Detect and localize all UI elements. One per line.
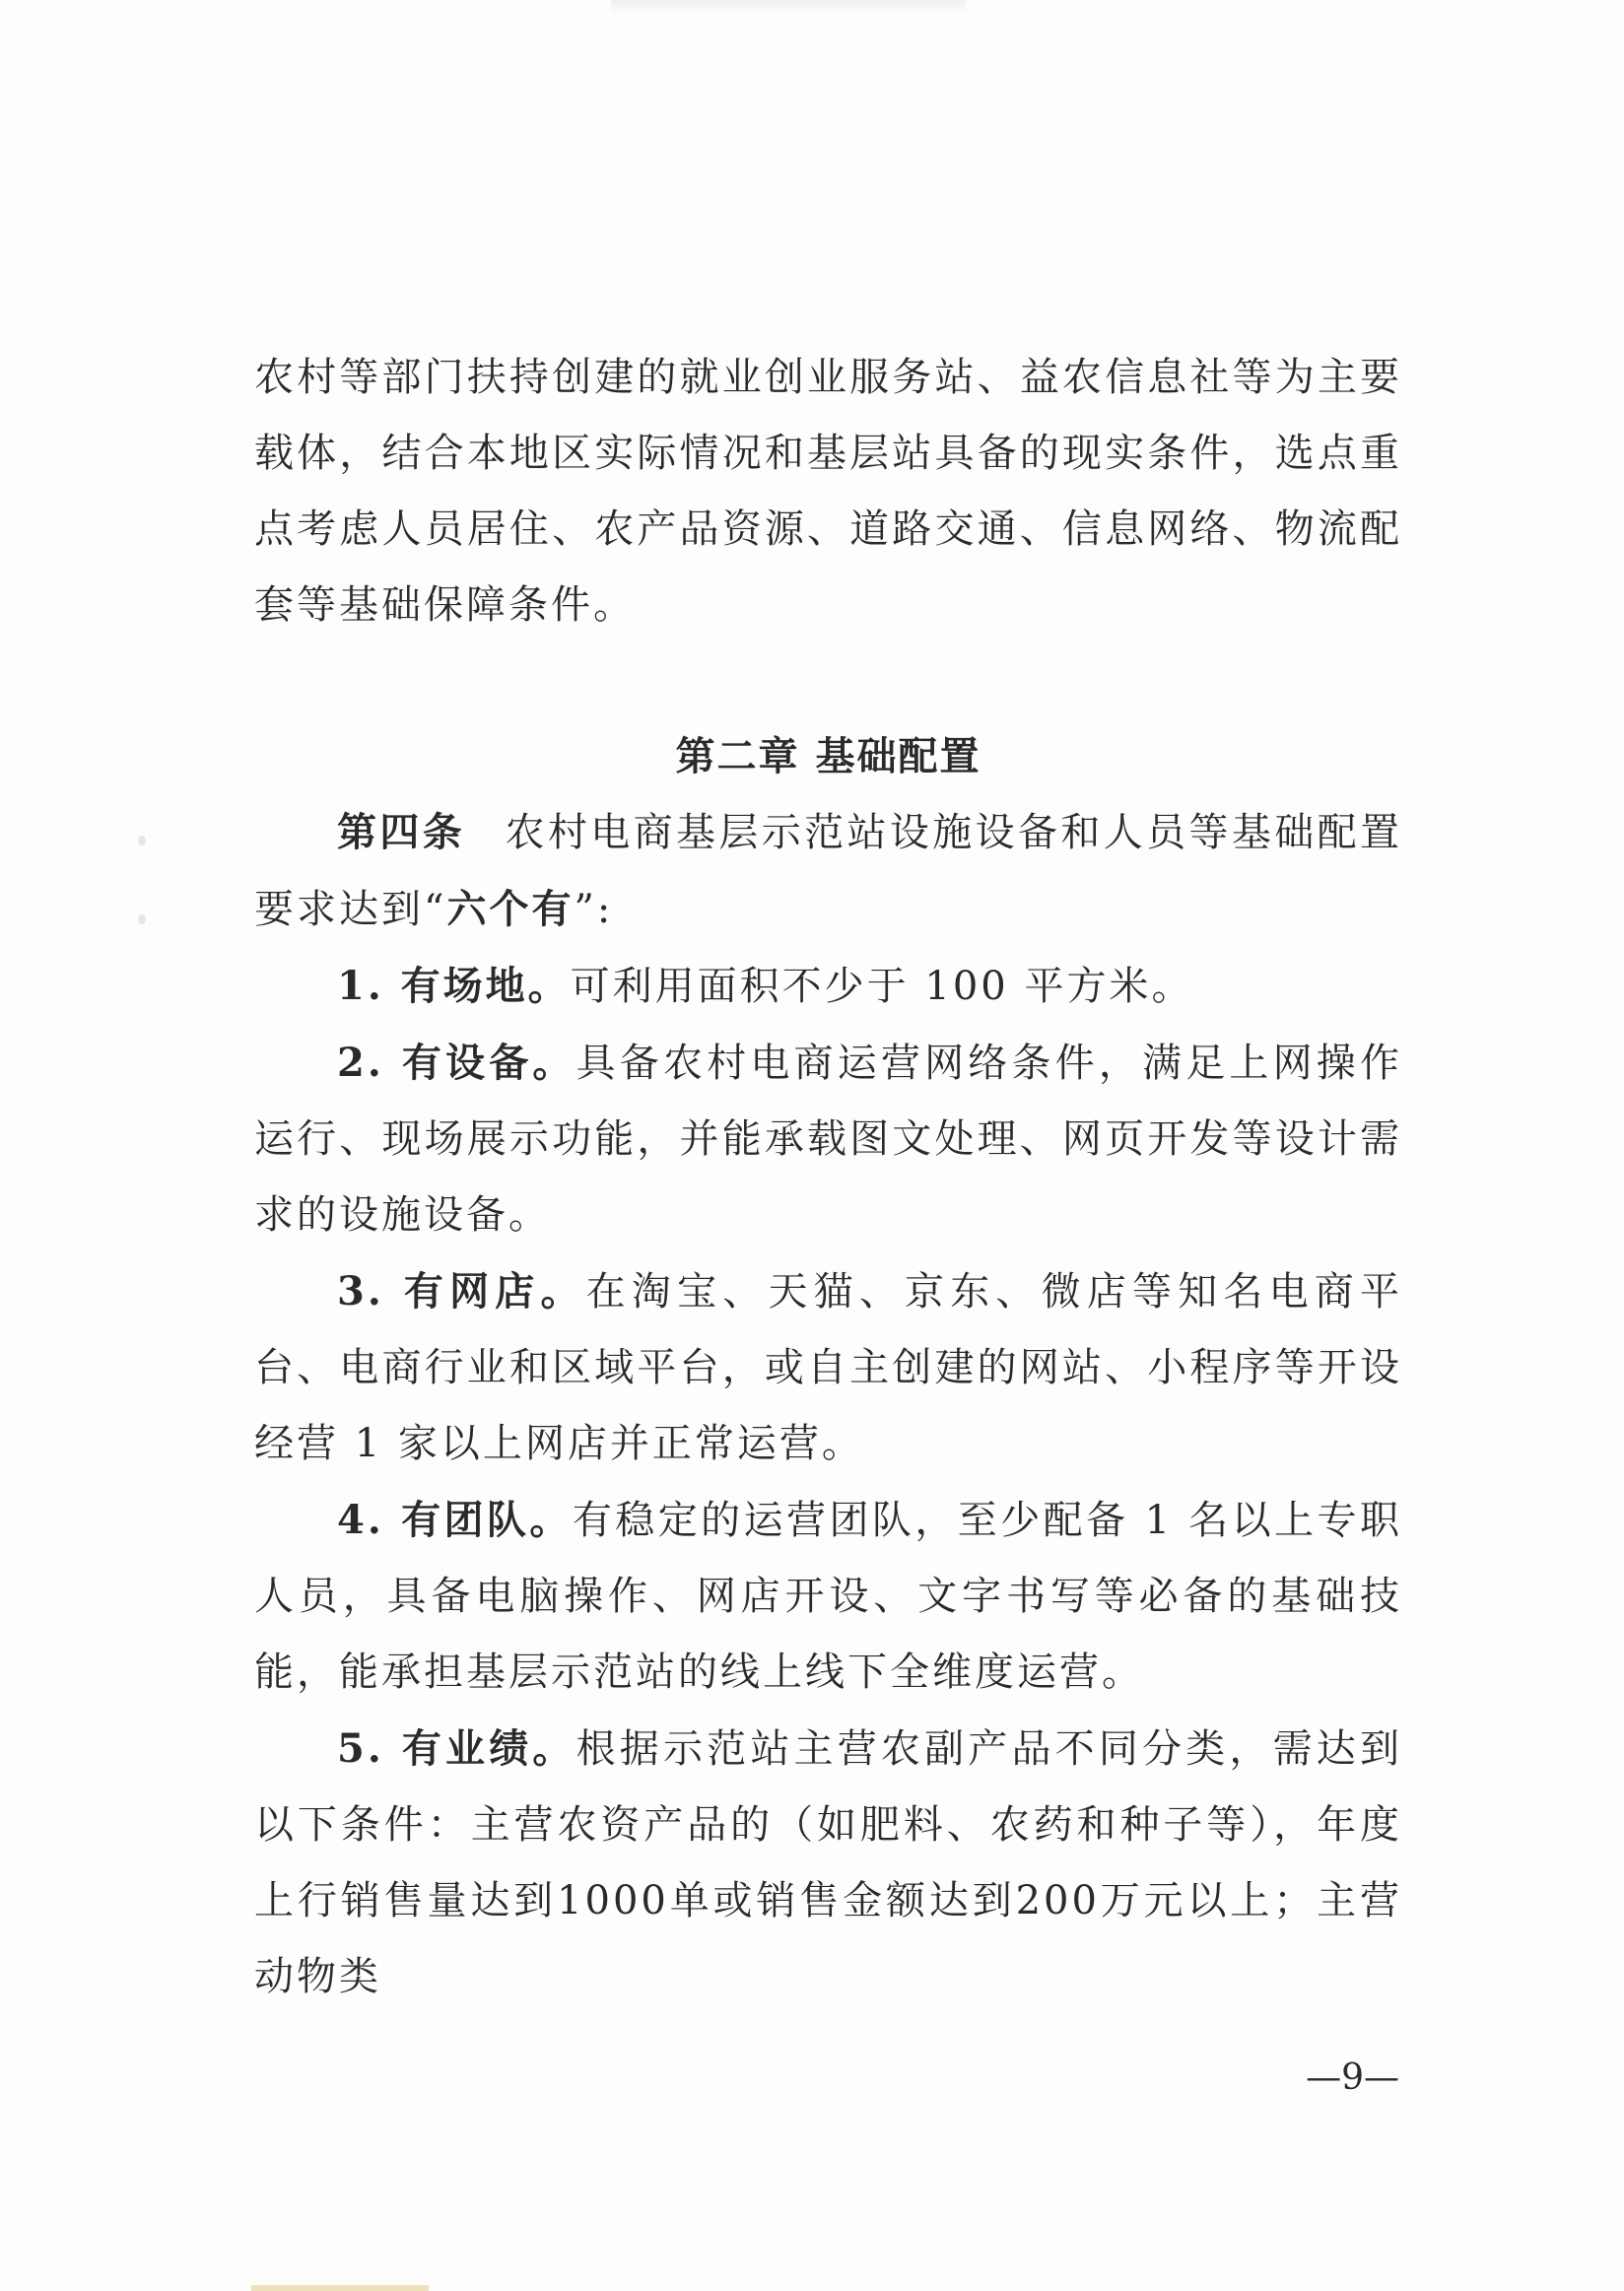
article-4-quote-close: ” [574, 887, 597, 932]
article-block [254, 794, 1402, 2015]
list-item-label: 1. 有场地。 [337, 963, 571, 1009]
list-item-label: 5. 有业绩。 [337, 1725, 576, 1772]
continued-paragraph-block [254, 340, 1402, 643]
scan-artifact-top [611, 0, 966, 14]
list-item [254, 1711, 1402, 2015]
list-item-text: 根据示范站主营农副产品不同分类，需达到以下条件：主营农资产品的（如肥料、农药和种子等），年度上行销售量达到1000单或销售金额达到200万元以上；主营动物类 [254, 1726, 1402, 1999]
article-4-label: 第四条 [337, 809, 466, 855]
chapter-title: 第二章 基础配置 [675, 734, 981, 779]
scan-artifact-dot [138, 836, 146, 845]
article-4-quote-open: “ [424, 887, 447, 932]
list-item [254, 948, 1402, 1025]
list-item-label: 4. 有团队。 [337, 1497, 573, 1543]
article-4-quote-bold: 六个有 [446, 886, 575, 932]
scan-artifact-bottom [251, 2285, 429, 2291]
article-4-paragraph [254, 794, 1402, 948]
continued-paragraph: 农村等部门扶持创建的就业创业服务站、益农信息社等为主要载体，结合本地区实际情况和基层站具备的现实条件，选点重点考虑人员居住、农产品资源、道路交通、信息网络、物流配套等基础保障条件。 [254, 355, 1402, 628]
list-item [254, 1482, 1402, 1711]
page-number: —9— [1306, 2057, 1399, 2098]
article-4-text: 农村电商基层示范站设施设备和人员等基础配置要求达到 [254, 810, 1402, 932]
list-item [254, 1253, 1402, 1482]
list-item-text: 在淘宝、天猫、京东、微店等知名电商平台、电商行业和区域平台，或自主创建的网站、小程序等开设经营 1 家以上网店并正常运营。 [254, 1269, 1403, 1466]
list-item-label: 2. 有设备。 [337, 1040, 576, 1086]
scan-artifact-dot [138, 914, 146, 924]
list-item-label: 3. 有网店。 [337, 1268, 586, 1314]
list-item-text: 有稳定的运营团队，至少配备 1 名以上专职人员，具备电脑操作、网店开设、文字书写等必备的基础技能，能承担基层示范站的线上线下全维度运营。 [254, 1498, 1402, 1695]
list-item [254, 1025, 1402, 1253]
list-item-text: 具备农村电商运营网络条件，满足上网操作运行、现场展示功能，并能承载图文处理、网页开发等设计需求的设施设备。 [254, 1041, 1402, 1238]
article-4-colon: : [596, 887, 614, 932]
list-item-text: 可利用面积不少于 100 平方米。 [570, 964, 1194, 1009]
